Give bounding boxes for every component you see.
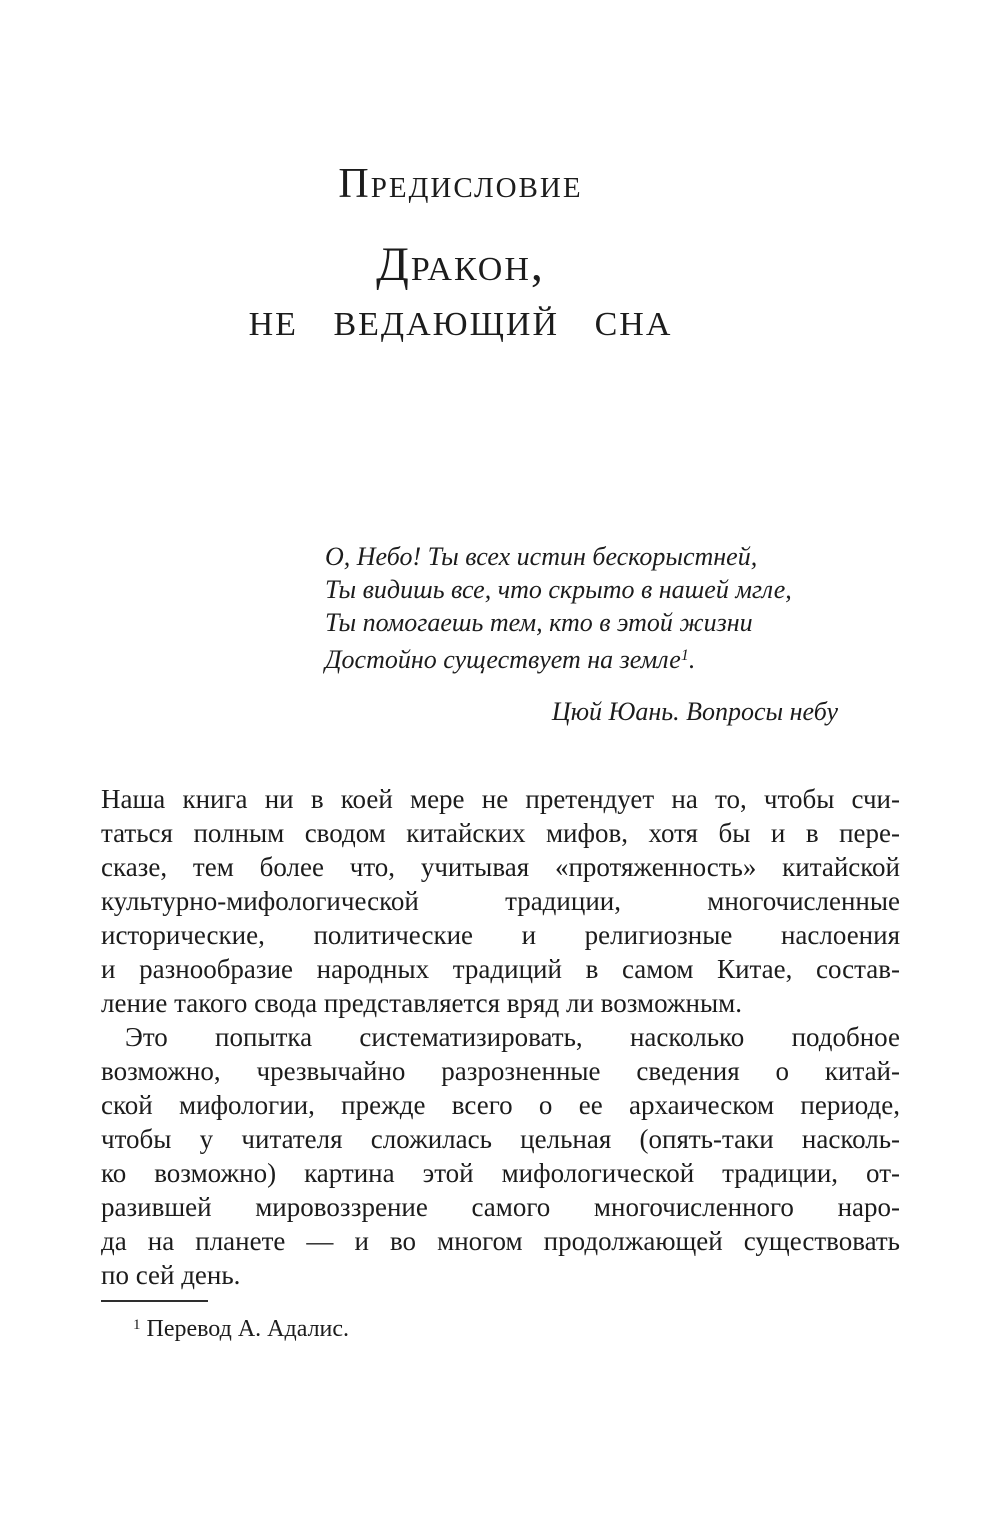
epigraph-attribution: Цюй Юань. Вопросы небу bbox=[551, 697, 838, 726]
text-line: чтобы у читателя сложилась цельная (опять-таки насколь- bbox=[101, 1124, 900, 1154]
chapter-title bbox=[101, 237, 900, 347]
text-line: сказе, тем более что, учитывая «протяженность» китайской bbox=[101, 852, 900, 882]
footnote-text: Перевод А. Адалис. bbox=[146, 1316, 350, 1342]
body-text bbox=[101, 782, 900, 1292]
paragraph bbox=[101, 1020, 900, 1292]
chapter-heading: Предисловие bbox=[338, 161, 583, 207]
chapter-title-line-2: не ведающий сна bbox=[248, 293, 673, 346]
text-line: по сей день. bbox=[101, 1260, 241, 1290]
text-line: и разнообразие народных традиций в самом Китае, состав- bbox=[101, 954, 900, 984]
footnote-reference-marker: 1 bbox=[680, 647, 689, 664]
text-line: исторические, политические и религиозные наслоения bbox=[101, 920, 900, 950]
chapter-title-line-1: Дракон, bbox=[376, 238, 545, 291]
text-line: возможно, чрезвычайно разрозненные сведения о китай- bbox=[101, 1056, 900, 1086]
epigraph-last-line-text: Достойно существует на земле bbox=[325, 645, 681, 674]
paragraph bbox=[101, 782, 900, 1020]
text-line: да на планете — и во многом продолжающей существовать bbox=[101, 1226, 900, 1256]
text-line: Наша книга ни в коей мере не претендует на то, чтобы счи- bbox=[101, 784, 900, 814]
footnote-separator-rule bbox=[101, 1300, 208, 1302]
text-line: культурно-мифологической традиции, многочисленные bbox=[101, 886, 900, 916]
epigraph-line: Ты видишь все, что скрыто в нашей мгле, bbox=[325, 575, 792, 604]
epigraph-last-line-period: . bbox=[688, 645, 696, 674]
footnote bbox=[101, 1310, 900, 1344]
text-line: ление такого свода представляется вряд ли возможным. bbox=[101, 988, 742, 1018]
text-line: Это попытка систематизировать, насколько подобное bbox=[125, 1022, 900, 1052]
epigraph bbox=[325, 540, 825, 676]
text-line: таться полным сводом китайских мифов, хотя бы и в пере- bbox=[101, 818, 900, 848]
footnote-marker: 1 bbox=[133, 1317, 141, 1333]
text-line: ко возможно) картина этой мифологической традиции, от- bbox=[101, 1158, 900, 1188]
text-line: ской мифологии, прежде всего о ее архаическом периоде, bbox=[101, 1090, 900, 1120]
epigraph-line bbox=[325, 639, 825, 676]
epigraph-line: О, Небо! Ты всех истин бескорыстней, bbox=[325, 542, 758, 571]
text-line: разившей мировоззрение самого многочисленного наро- bbox=[101, 1192, 900, 1222]
epigraph-line: Ты помогаешь тем, кто в этой жизни bbox=[325, 608, 753, 637]
